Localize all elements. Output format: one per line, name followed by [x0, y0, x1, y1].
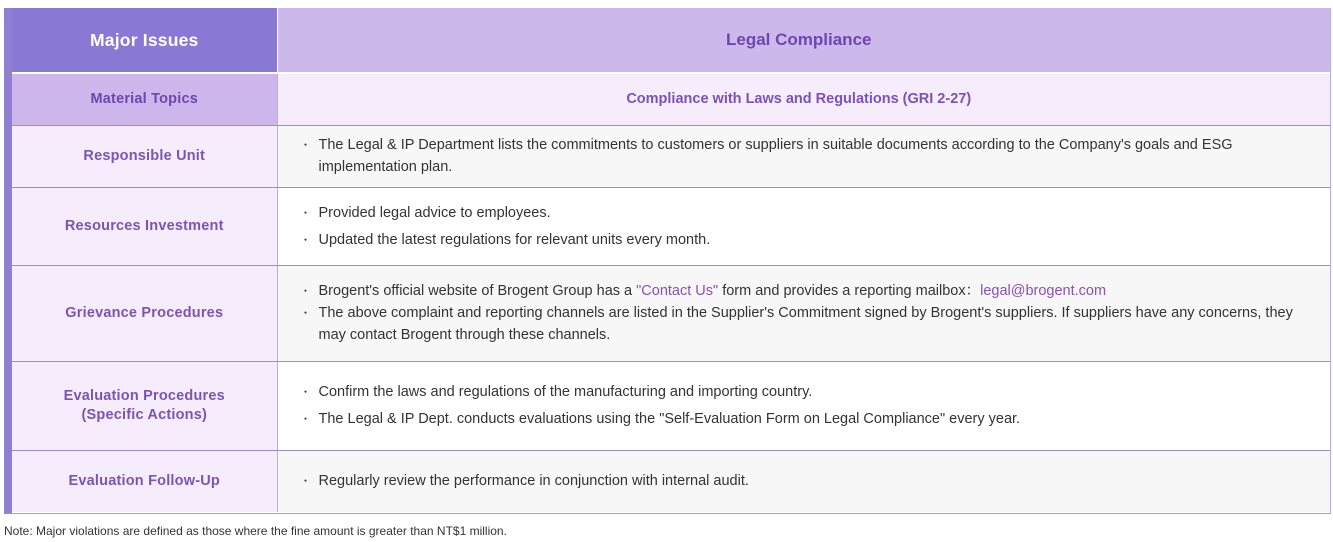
resources-investment-content — [277, 187, 1330, 265]
list-item: ・ Regularly review the performance in conjunction with internal audit. — [304, 470, 1321, 492]
table-row-evaluation-procedures — [12, 361, 1330, 450]
contact-us-link[interactable]: "Contact Us" — [636, 283, 719, 299]
table-row-resources-investment — [12, 187, 1330, 265]
grievance-text-mid: form and provides a reporting mailbox： — [718, 283, 981, 299]
list-item — [304, 280, 1321, 302]
grievance-text-prefix: Brogent's official website of Brogent Group has a — [318, 283, 637, 299]
evaluation-procedures-label-line2: (Specific Actions) — [81, 406, 208, 423]
header-row — [12, 8, 1330, 73]
header-major-issues: Major Issues — [12, 8, 277, 73]
compliance-table-container — [4, 8, 1331, 514]
list-item: ・ Updated the latest regulations for relevant units every month. — [304, 229, 1321, 251]
list-item: ・ The Legal & IP Department lists the commitments to customers or suppliers in suitable documents according to the Company's goals and ESG implementation plan. — [304, 134, 1321, 178]
list-item: ・ The above complaint and reporting channels are listed in the Supplier's Commitment signed by Brogent's suppliers. If suppliers have any concerns, they may contact Brogent through these channels. — [304, 302, 1321, 346]
responsible-unit-content — [277, 125, 1330, 187]
table-row-responsible-unit — [12, 125, 1330, 187]
material-topics-label: Material Topics — [12, 73, 277, 125]
table-row-grievance-procedures — [12, 265, 1330, 361]
evaluation-procedures-label — [12, 361, 277, 450]
evaluation-procedures-label-line1: Evaluation Procedures — [63, 387, 225, 404]
evaluation-follow-up-content — [277, 450, 1330, 512]
material-topics-row — [12, 73, 1330, 125]
grievance-procedures-label: Grievance Procedures — [12, 265, 277, 361]
evaluation-procedures-content — [277, 361, 1330, 450]
list-item: ・ The Legal & IP Dept. conducts evaluations using the "Self-Evaluation Form on Legal Compliance" every year. — [304, 408, 1321, 430]
legal-email-link[interactable]: legal@brogent.com — [980, 283, 1107, 299]
header-legal-compliance: Legal Compliance — [277, 8, 1330, 73]
list-item: ・ Confirm the laws and regulations of the manufacturing and importing country. — [304, 381, 1321, 403]
footnote: Note: Major violations are defined as those where the fine amount is greater than NT$1 million. — [4, 524, 507, 538]
grievance-procedures-content — [277, 265, 1330, 361]
material-topics-value: Compliance with Laws and Regulations (GRI 2-27) — [277, 73, 1330, 125]
resources-investment-label: Resources Investment — [12, 187, 277, 265]
responsible-unit-label: Responsible Unit — [12, 125, 277, 187]
compliance-table — [12, 8, 1330, 512]
table-row-evaluation-follow-up — [12, 450, 1330, 512]
list-item: ・ Provided legal advice to employees. — [304, 202, 1321, 224]
evaluation-follow-up-label: Evaluation Follow-Up — [12, 450, 277, 512]
